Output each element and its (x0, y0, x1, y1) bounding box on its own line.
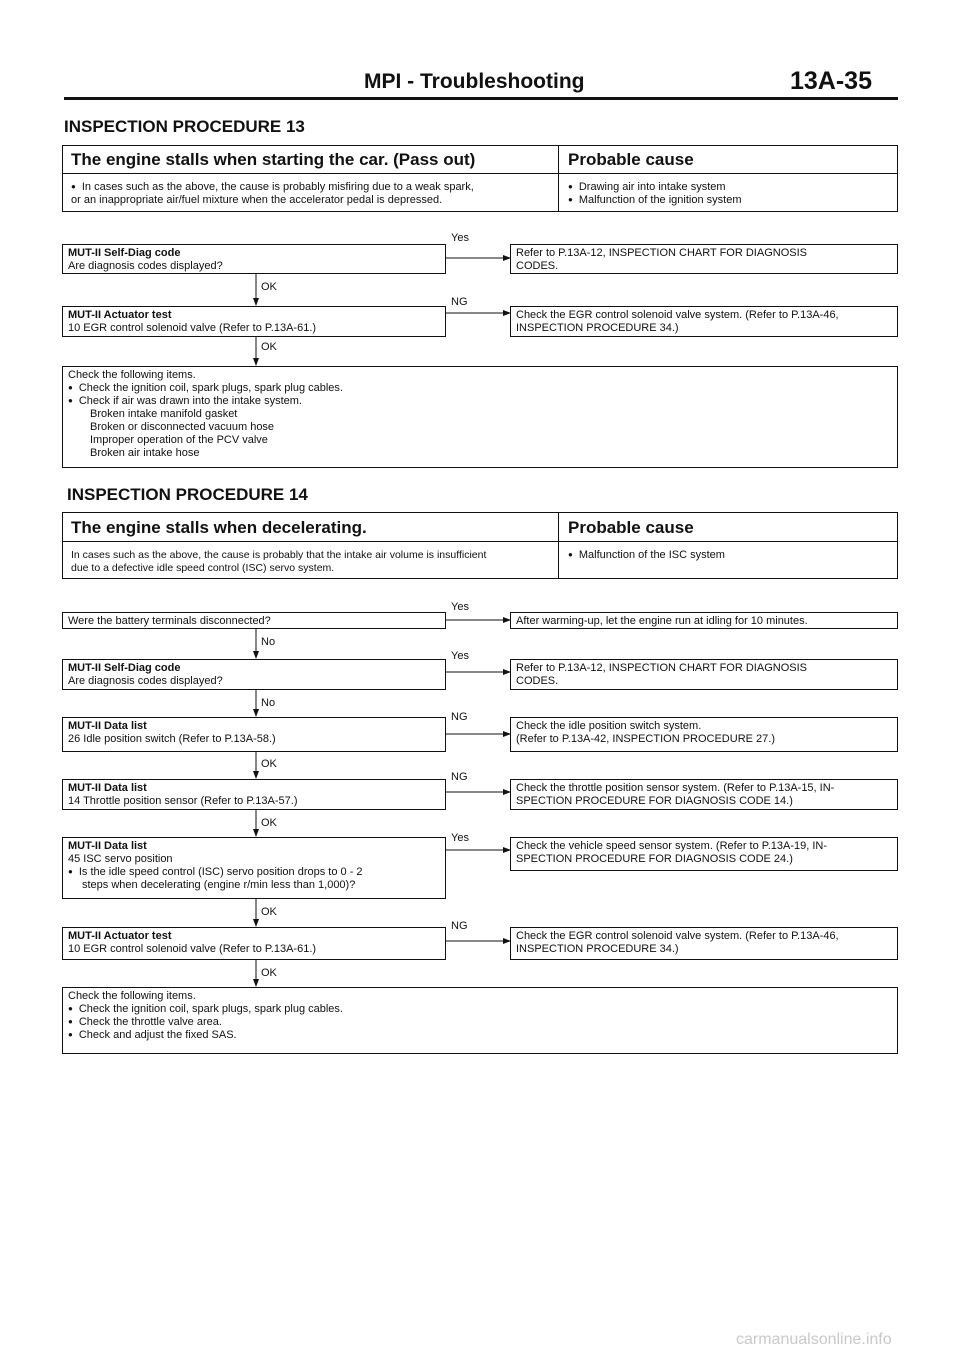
page-number: 13A-35 (790, 67, 872, 95)
proc14-symptom-table (62, 512, 898, 579)
proc14-step-1 (62, 612, 446, 629)
table-divider (558, 513, 559, 579)
proc13-heading: INSPECTION PROCEDURE 13 (64, 117, 305, 136)
result-line: Check the EGR control solenoid valve system. (Refer to P.13A-46, (516, 930, 839, 942)
final-subitem: Broken or disconnected vacuum hose (90, 421, 275, 433)
branch-label: Yes (451, 832, 469, 844)
proc13-symptom-title: The engine stalls when starting the car. (Pass out) (71, 150, 476, 169)
step-text: Are diagnosis codes displayed? (68, 260, 223, 272)
step-title: MUT-II Actuator test (68, 309, 172, 321)
next-label: No (261, 636, 276, 648)
final-subitem: Broken intake manifold gasket (90, 408, 238, 420)
branch-label: NG (451, 711, 468, 723)
result-line: SPECTION PROCEDURE FOR DIAGNOSIS CODE 14.) (516, 795, 793, 807)
step-title: MUT-II Self-Diag code (68, 662, 181, 674)
result-line: Check the EGR control solenoid valve system. (Refer to P.13A-46, (516, 309, 839, 321)
symptom-line: due to a defective idle speed control (ISC) servo system. (71, 562, 335, 574)
branch-label: NG (451, 296, 468, 308)
step-text: 10 EGR control solenoid valve (Refer to P.13A-61.) (68, 322, 317, 334)
final-item: ● Check the ignition coil, spark plugs, spark plug cables. (68, 382, 892, 395)
next-label: OK (261, 906, 277, 918)
proc14-result-4 (510, 779, 898, 810)
step-text: 45 ISC servo position (68, 853, 173, 865)
result-line: CODES. (516, 260, 559, 272)
proc14-step-3 (62, 717, 446, 752)
proc13-symptom-text (63, 178, 558, 210)
proc13-symptom-table (62, 145, 898, 212)
cause-item: ● Malfunction of the ignition system (568, 194, 741, 207)
proc13-cause-list (560, 178, 749, 210)
step-text: 26 Idle position switch (Refer to P.13A-58.) (68, 733, 276, 745)
header-rule (64, 97, 898, 100)
proc13-result-1 (510, 244, 898, 274)
proc14-final-check (62, 987, 898, 1054)
result-line: Check the idle position switch system. (516, 720, 702, 732)
proc14-result-5 (510, 837, 898, 871)
final-item: ● Check and adjust the fixed SAS. (68, 1029, 892, 1042)
result-line: SPECTION PROCEDURE FOR DIAGNOSIS CODE 24.) (516, 853, 793, 865)
proc14-result-2 (510, 659, 898, 690)
step-title: MUT-II Data list (68, 720, 147, 732)
cause-item: ● Malfunction of the ISC system (568, 549, 725, 562)
next-label: OK (261, 341, 277, 353)
proc14-cause-title: Probable cause (568, 518, 694, 537)
proc14-heading: INSPECTION PROCEDURE 14 (67, 485, 308, 504)
site-watermark: carmanualsonline.info (736, 1331, 892, 1348)
step-title: MUT-II Actuator test (68, 930, 172, 942)
proc13-step-2 (62, 306, 446, 337)
result-line: Refer to P.13A-12, INSPECTION CHART FOR DIAGNOSIS (516, 662, 807, 674)
proc14-symptom-title: The engine stalls when decelerating. (71, 518, 367, 537)
proc14-step-2 (62, 659, 446, 690)
next-label: OK (261, 758, 277, 770)
proc14-step-6 (62, 927, 446, 960)
branch-label: Yes (451, 601, 469, 613)
step-text: Were the battery terminals disconnected? (68, 615, 271, 627)
step-text: 14 Throttle position sensor (Refer to P.13A-57.) (68, 795, 298, 807)
final-title: Check the following items. (68, 369, 196, 381)
symptom-line: In cases such as the above, the cause is probably that the intake air volume is insufficient (71, 549, 487, 561)
result-line: CODES. (516, 675, 559, 687)
cause-item: ● Drawing air into intake system (568, 181, 741, 194)
symptom-line: ● In cases such as the above, the cause is probably misfiring due to a weak spark, (71, 181, 550, 194)
proc14-step-4 (62, 779, 446, 810)
proc14-result-1 (510, 612, 898, 629)
next-label: OK (261, 817, 277, 829)
proc13-cause-title: Probable cause (568, 150, 694, 169)
step-text: Are diagnosis codes displayed? (68, 675, 223, 687)
result-line: Check the throttle position sensor system. (Refer to P.13A-15, IN- (516, 782, 835, 794)
branch-label: NG (451, 771, 468, 783)
proc14-step-5 (62, 837, 446, 899)
proc13-final-check (62, 366, 898, 468)
proc14-result-6 (510, 927, 898, 960)
proc14-symptom-text (63, 546, 558, 578)
result-line: Refer to P.13A-12, INSPECTION CHART FOR DIAGNOSIS (516, 247, 807, 259)
proc13-step-1 (62, 244, 446, 274)
branch-label: NG (451, 920, 468, 932)
table-divider (558, 146, 559, 212)
result-line: (Refer to P.13A-42, INSPECTION PROCEDURE 27.) (516, 733, 775, 745)
section-title: MPI - Troubleshooting (364, 70, 585, 93)
branch-label: Yes (451, 232, 469, 244)
proc13-result-2 (510, 306, 898, 337)
step-title: MUT-II Data list (68, 782, 147, 794)
result-line: INSPECTION PROCEDURE 34.) (516, 943, 679, 955)
final-item: ● Check the ignition coil, spark plugs, spark plug cables. (68, 1003, 892, 1016)
proc14-result-3 (510, 717, 898, 752)
next-label: OK (261, 281, 277, 293)
proc14-cause-list (560, 546, 733, 565)
final-item: ● Check if air was drawn into the intake system. (68, 395, 892, 408)
step-text: 10 EGR control solenoid valve (Refer to P.13A-61.) (68, 943, 317, 955)
result-line: Check the vehicle speed sensor system. (Refer to P.13A-19, IN- (516, 840, 827, 852)
step-title: MUT-II Data list (68, 840, 147, 852)
result-line: INSPECTION PROCEDURE 34.) (516, 322, 679, 334)
branch-label: Yes (451, 650, 469, 662)
symptom-line: or an inappropriate air/fuel mixture when the accelerator pedal is depressed. (71, 194, 443, 206)
step-title: MUT-II Self-Diag code (68, 247, 181, 259)
final-item: ● Check the throttle valve area. (68, 1016, 892, 1029)
result-line: After warming-up, let the engine run at idling for 10 minutes. (516, 615, 808, 627)
step-bullet-cont: steps when decelerating (engine r/min less than 1,000)? (82, 879, 356, 891)
step-bullet: ● Is the idle speed control (ISC) servo position drops to 0 - 2 (68, 866, 440, 879)
final-subitem: Broken air intake hose (90, 447, 200, 459)
final-subitem: Improper operation of the PCV valve (90, 434, 268, 446)
next-label: No (261, 697, 276, 709)
final-title: Check the following items. (68, 990, 196, 1002)
next-label: OK (261, 967, 277, 979)
